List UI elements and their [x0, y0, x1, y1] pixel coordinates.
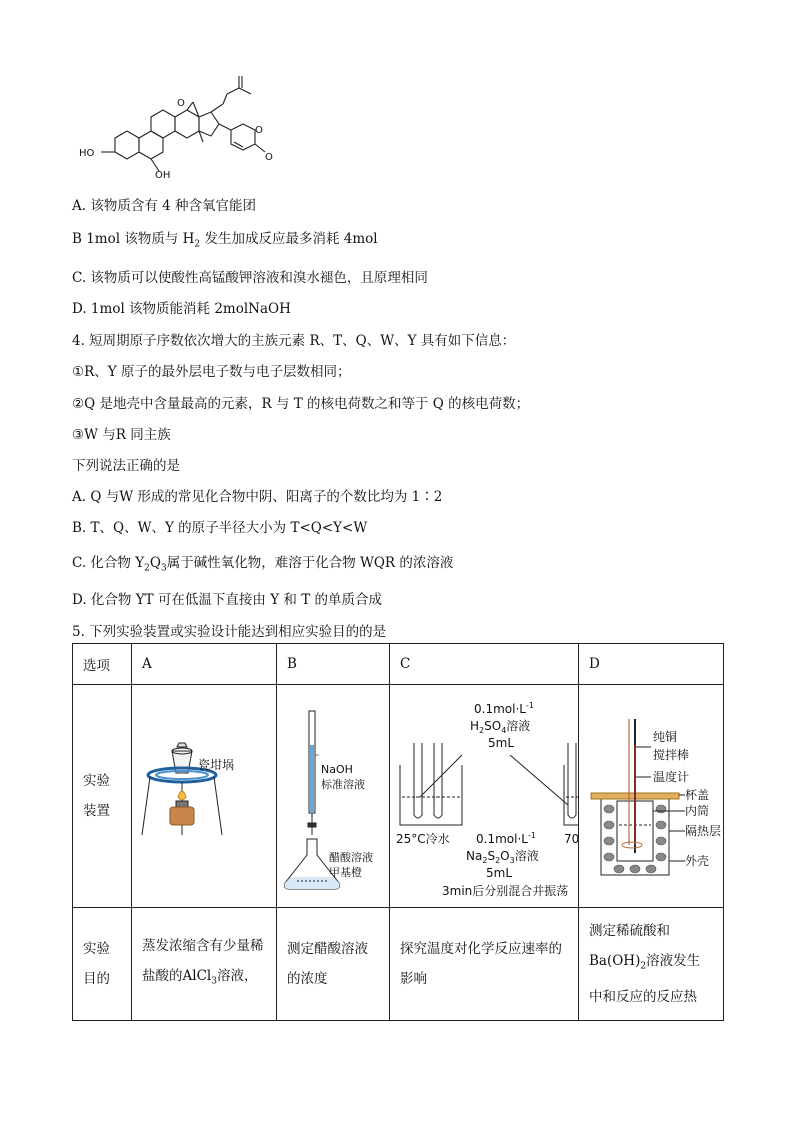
apparatus-a-cell	[132, 685, 277, 908]
crucible-apparatus-figure	[132, 685, 276, 903]
q4-option-b: B. T、Q、W、Y 的原子半径大小为 T<Q<Y<W	[72, 520, 368, 536]
q3-option-c: C. 该物质可以使酸性高锰酸钾溶液和溴水褪色，且原理相同	[72, 270, 428, 286]
q3-option-a: A. 该物质含有 4 种含氧官能团	[72, 198, 257, 214]
q4-info-2: ②Q 是地壳中含量最高的元素，R 与 T 的核电荷数之和等于 Q 的核电荷数；	[72, 396, 530, 412]
purpose-a: 蒸发浓缩含有少量稀 盐酸的AlCl$_3$溶液，	[132, 908, 277, 1021]
naoh-label-1: NaOH	[321, 763, 353, 776]
q4-info-3: ③W 与R 同主族	[72, 427, 171, 443]
q4-ask: 下列说法正确的是	[72, 458, 180, 474]
q4-option-a: A. Q 与W 形成的常见化合物中阴、阳离子的个数比均为 1∶2	[72, 489, 443, 505]
purpose-c: 探究温度对化学反应速率的 影响	[390, 908, 579, 1021]
crucible-label: 瓷坩埚	[198, 758, 235, 772]
calorimeter-figure	[579, 685, 723, 903]
shell-label: 外壳	[685, 854, 710, 868]
steroid-structure-figure	[75, 68, 275, 180]
q4-option-c: C. 化合物 $Y_2Q_3$属于碱性氧化物，难溶于化合物 WQR 的浓溶液	[72, 555, 454, 574]
q3-option-d: D. 1mol 该物质能消耗 2molNaOH	[72, 301, 291, 317]
pyranone-o-label: O	[255, 125, 263, 136]
lid-label: 杯盖	[685, 788, 710, 802]
h2so4-conc: $0.1mol\cdot L^{-1}$	[474, 701, 534, 716]
titration-apparatus-figure	[277, 685, 389, 903]
acid-label-2: 甲基橙	[329, 866, 362, 879]
na2s2o3-volume: 5mL	[486, 866, 513, 880]
hot-water-label: 70	[564, 832, 578, 846]
epoxide-o-label: O	[177, 98, 185, 109]
mix-instruction: 3min后分别混合并振荡	[442, 884, 569, 898]
row-label-apparatus: 实验 装置	[73, 685, 132, 908]
table-row-apparatus	[73, 685, 724, 908]
apparatus-d-cell	[579, 685, 724, 908]
q5-stem: 5. 下列实验装置或实验设计能达到相应实验目的的是	[72, 624, 387, 640]
experiment-table	[72, 643, 724, 1021]
header-col-a: A	[132, 644, 277, 685]
rate-apparatus-figure	[390, 685, 578, 903]
header-col-c: C	[390, 644, 579, 685]
h2so4-volume: 5mL	[488, 736, 515, 750]
apparatus-b-cell	[277, 685, 390, 908]
na2s2o3-label: $Na_2S_2O_3$溶液	[466, 849, 539, 865]
table-row-purpose	[73, 908, 724, 1021]
row-label-purpose: 实验 目的	[73, 908, 132, 1021]
header-col-d: D	[579, 644, 724, 685]
ho-label: HO	[79, 148, 95, 159]
copper-label: 纯铜	[653, 730, 678, 744]
cold-water-label: 25°C冷水	[396, 832, 450, 846]
na2s2o3-conc: $0.1mol\cdot L^{-1}$	[476, 831, 536, 846]
naoh-label-2: 标准溶液	[321, 778, 365, 791]
h2so4-label: $H_2SO_4$溶液	[470, 719, 531, 735]
header-option-label: 选项	[73, 644, 132, 685]
stirrer-label: 搅拌棒	[653, 748, 690, 762]
q3-option-b: B 1mol 该物质与 $H_2$ 发生加成反应最多消耗 4mol	[72, 231, 378, 250]
acid-label-1: 醋酸溶液	[329, 851, 373, 864]
inner-cup-label: 内筒	[685, 804, 710, 818]
table-header-row	[73, 644, 724, 685]
oh-label: OH	[155, 170, 171, 180]
apparatus-c-cell	[390, 685, 579, 908]
header-col-b: B	[277, 644, 390, 685]
q4-option-d: D. 化合物 YT 可在低温下直接由 Y 和 T 的单质合成	[72, 592, 383, 608]
q4-info-1: ①R、Y 原子的最外层电子数与电子层数相同；	[72, 364, 351, 380]
carbonyl-o-label: O	[265, 152, 273, 163]
q4-stem: 4. 短周期原子序数依次增大的主族元素 R、T、Q、W、Y 具有如下信息：	[72, 333, 516, 349]
thermometer-label: 温度计	[653, 770, 690, 784]
purpose-d: 测定稀硫酸和 $Ba(OH)_2$溶液发生 中和反应的反应热	[579, 908, 724, 1021]
insulation-label: 隔热层	[685, 824, 722, 838]
purpose-b: 测定醋酸溶液 的浓度	[277, 908, 390, 1021]
